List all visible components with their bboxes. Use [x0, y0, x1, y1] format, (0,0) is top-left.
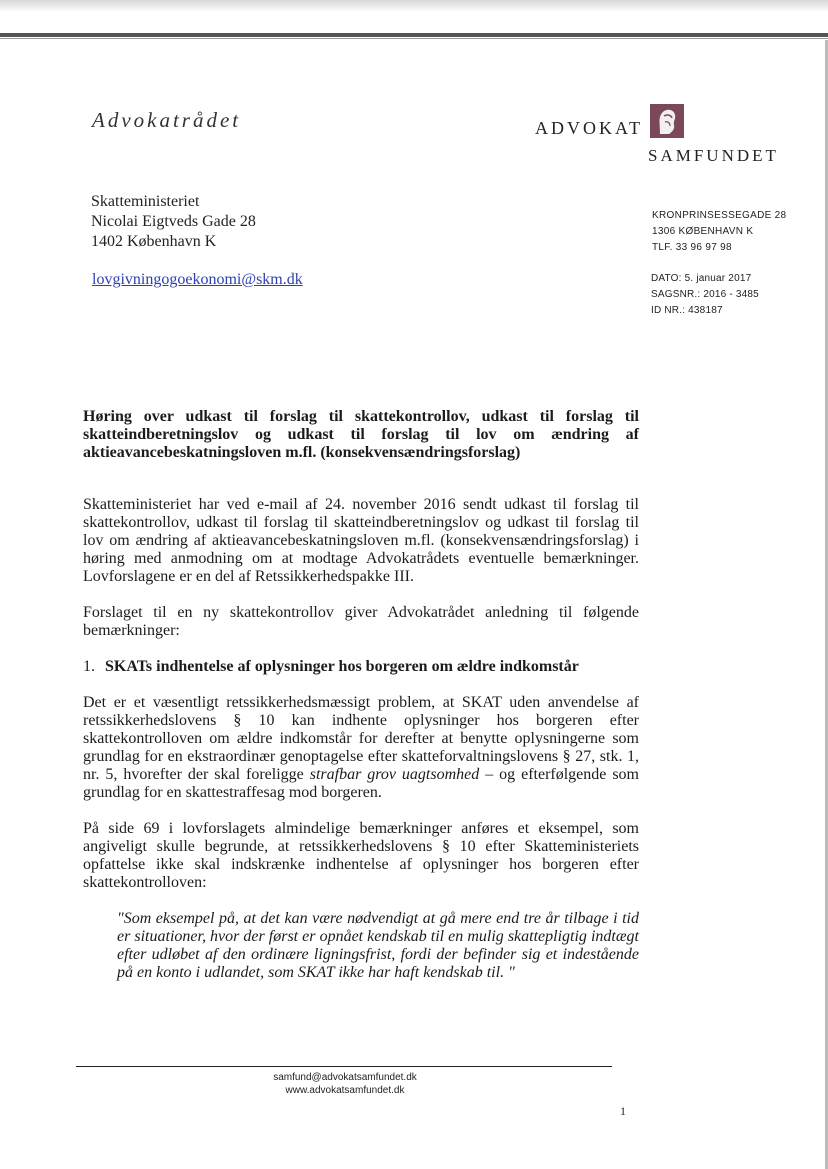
recipient-line: Skatteministeriet [91, 193, 200, 210]
footer-divider [76, 1066, 612, 1067]
recipient-email-link[interactable]: lovgivningogoekonomi@skm.dk [92, 271, 303, 288]
section-number: 1. [83, 658, 95, 675]
paragraph-remarks: Forslaget til en ny skattekontrollov giver Advokatrådet anledning til følgende bemærkninger: [83, 604, 639, 639]
contact-city: 1306 KØBENHAVN K [652, 226, 754, 237]
section-title: SKATs indhentelse af oplysninger hos borgeren om ældre indkomstår [105, 658, 579, 675]
page-footer [0, 1071, 690, 1097]
quoted-example: "Som eksempel på, at det kan være nødvendigt at gå mere end tre år tilbage i tid er situationer, hvor der først er opnået kendskab til en mulig skattepligtig indtægt efter udløbet af den ordinære ligningsfrist, fordi der befinder sig et indestående på en konto i udlandet, som SKAT ikke har haft kendskab til. " [117, 910, 639, 981]
meta-id-number: ID NR.: 438187 [651, 305, 723, 316]
recipient-address [91, 192, 256, 252]
paragraph-problem [83, 694, 639, 802]
footer-email: samfund@advokatsamfundet.dk [273, 1072, 417, 1083]
logo-word-samfundet: SAMFUNDET [648, 146, 779, 165]
logo-emblem-icon [650, 104, 684, 138]
letter-meta [651, 271, 759, 319]
sender-name: Advokatrådet [92, 108, 242, 132]
paragraph-problem-text-end: – og efterfølgende som grundlag for en skattestraffesag mod borgeren. [83, 766, 639, 801]
scan-border-line-thin [0, 38, 828, 39]
page-number: 1 [620, 1104, 626, 1118]
paragraph-problem-emphasis: strafbar grov uagtsomhed [309, 766, 480, 783]
footer-website: www.advokatsamfundet.dk [285, 1085, 405, 1096]
meta-case-number: SAGSNR.: 2016 - 3485 [651, 289, 759, 300]
letter-body [83, 408, 639, 982]
contact-phone: TLF. 33 96 97 98 [652, 242, 732, 253]
recipient-line: Nicolai Eigtveds Gade 28 [91, 213, 256, 230]
section-heading [83, 658, 639, 676]
logo-word-advokat: ADVOKAT [535, 118, 643, 138]
scan-border-line [0, 33, 828, 37]
recipient-line: 1402 København K [91, 233, 217, 250]
meta-date: DATO: 5. januar 2017 [651, 273, 752, 284]
advokatsamfundet-logo [535, 104, 795, 168]
contact-street: KRONPRINSESSEGADE 28 [652, 210, 787, 221]
letter-subject: Høring over udkast til forslag til skattekontrollov, udkast til forslag til skatteindberetningslov og udkast til forslag til lov om ændring af aktieavancebeskatningsloven m.fl. (konsekvensændringsforslag) [83, 408, 639, 461]
paragraph-problem-text: Det er et væsentligt retssikkerhedsmæssigt problem, at SKAT uden anvendelse af retssikkerhedslovens § 10 kan indhente oplysninger hos borgeren efter skattekontrolloven om ældre indkomstår for derefter at benytte oplysningerne som grundlag for en ekstraordinær genoptagelse efter skatteforvaltningslovens § 27, stk. 1, nr. 5, hvorefter der skal foreligge [83, 694, 639, 783]
paragraph-example-intro: På side 69 i lovforslagets almindelige bemærkninger anføres et eksempel, som angiveligt skulle begrunde, at retssikkerhedslovens § 10 efter Skatteministeriets opfattelse ikke skal indskrænke indhentelse af oplysninger hos borgeren efter skattekontrolloven: [83, 820, 639, 891]
sender-contact [652, 208, 786, 256]
paragraph-intro: Skatteministeriet har ved e-mail af 24. november 2016 sendt udkast til forslag til skattekontrollov, udkast til forslag til skatteindberetningslov og udkast til forslag til lov om ændring af aktieavancebeskatningsloven m.fl. (konsekvensændringsforslag) i høring med anmodning om at modtage Advokatrådets eventuelle bemærkninger. Lovforslagene er en del af Retssikkerhedspakke III. [83, 496, 639, 585]
